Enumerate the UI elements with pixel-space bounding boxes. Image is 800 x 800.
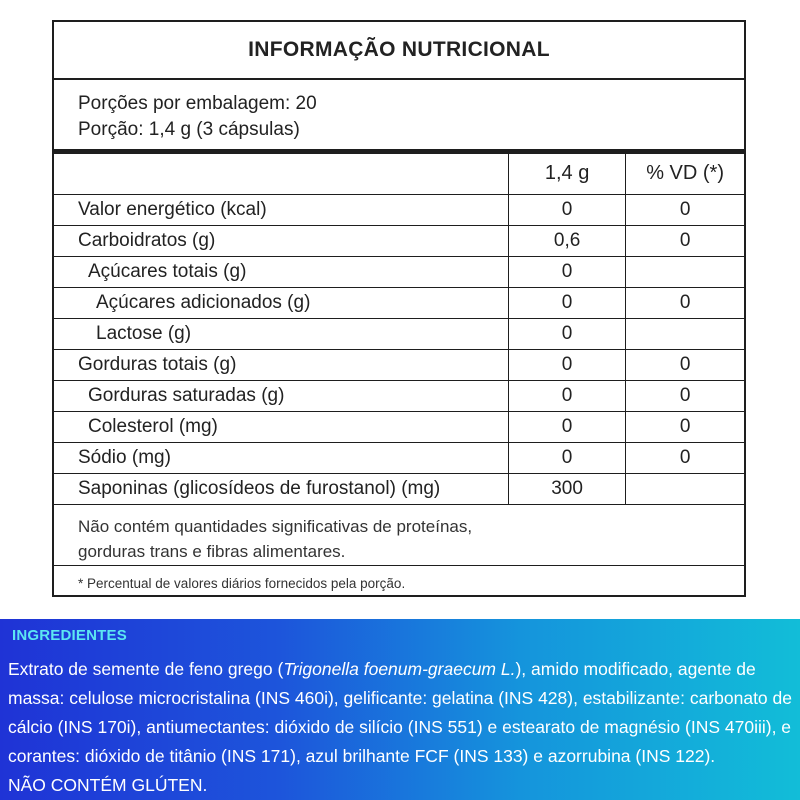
servings-per-package: Porções por embalagem: 20 [78,93,317,114]
nutrient-amount: 0 [508,287,625,318]
ingredients-text-rest: ), amido modificado, agente de massa: celulose microcristalina (INS 460i), gelificante: gelatina (INS 428), estabilizante: carbonato de cálcio (INS 170i), antiumectantes: dióxido de silício (INS 551) e estearato de magnésio (INS 470iii), e corantes: dióxido de titânio (INS 171), azul brilhante FCF (INS 133) e azorrubina (INS 122). [8,659,792,766]
gluten-statement: NÃO CONTÉM GLÚTEN. [8,775,208,795]
nutrient-amount: 0 [508,318,625,349]
nutrient-name: Valor energético (kcal) [54,194,508,225]
nutrient-name: Açúcares adicionados (g) [54,287,508,318]
nutrient-amount: 0 [508,411,625,442]
nutrient-name: Colesterol (mg) [54,411,508,442]
nutrient-name: Gorduras totais (g) [54,349,508,380]
nutrient-daily-value: 0 [626,349,744,380]
header-daily-value: % VD (*) [626,154,744,194]
nutrient-daily-value [626,318,744,349]
note-line-2: gorduras trans e fibras alimentares. [78,541,346,561]
nutrition-table [54,154,744,505]
daily-value-footnote: * Percentual de valores diários fornecidos pela porção. [78,575,406,591]
nutrient-daily-value: 0 [626,194,744,225]
ingredients-title: INGREDIENTES [12,627,127,644]
nutrient-name: Açúcares totais (g) [54,256,508,287]
table-row [54,287,744,318]
table-row [54,473,744,504]
nutrition-note [54,505,744,566]
nutrition-facts-panel [52,20,746,597]
nutrition-title: INFORMAÇÃO NUTRICIONAL [54,22,744,80]
table-row [54,349,744,380]
nutrient-name: Saponinas (glicosídeos de furostanol) (mg) [54,473,508,504]
table-row [54,442,744,473]
table-row [54,194,744,225]
nutrient-name: Carboidratos (g) [54,225,508,256]
table-row [54,256,744,287]
nutrient-amount: 0 [508,194,625,225]
nutrient-daily-value: 0 [626,225,744,256]
nutrient-name: Lactose (g) [54,318,508,349]
ingredients-text-start: Extrato de semente de feno grego ( [8,659,284,679]
servings-info [54,80,744,154]
nutrient-daily-value [626,473,744,504]
nutrient-daily-value: 0 [626,380,744,411]
nutrient-amount: 0 [508,442,625,473]
nutrient-amount: 0 [508,380,625,411]
table-row [54,411,744,442]
ingredients-text [8,655,798,800]
serving-size: Porção: 1,4 g (3 cápsulas) [78,119,300,140]
nutrient-daily-value: 0 [626,411,744,442]
scientific-name: Trigonella foenum-graecum L. [283,659,516,679]
table-row [54,318,744,349]
nutrient-amount: 0 [508,256,625,287]
nutrient-amount: 300 [508,473,625,504]
header-nutrient [54,154,508,194]
table-row [54,380,744,411]
nutrient-name: Sódio (mg) [54,442,508,473]
nutrient-daily-value [626,256,744,287]
table-row [54,225,744,256]
table-header-row [54,154,744,194]
nutrient-daily-value: 0 [626,442,744,473]
nutrient-daily-value: 0 [626,287,744,318]
ingredients-banner [0,619,800,800]
nutrient-name: Gorduras saturadas (g) [54,380,508,411]
nutrient-amount: 0,6 [508,225,625,256]
nutrient-amount: 0 [508,349,625,380]
note-line-1: Não contém quantidades significativas de proteínas, [78,516,473,536]
header-amount: 1,4 g [508,154,625,194]
